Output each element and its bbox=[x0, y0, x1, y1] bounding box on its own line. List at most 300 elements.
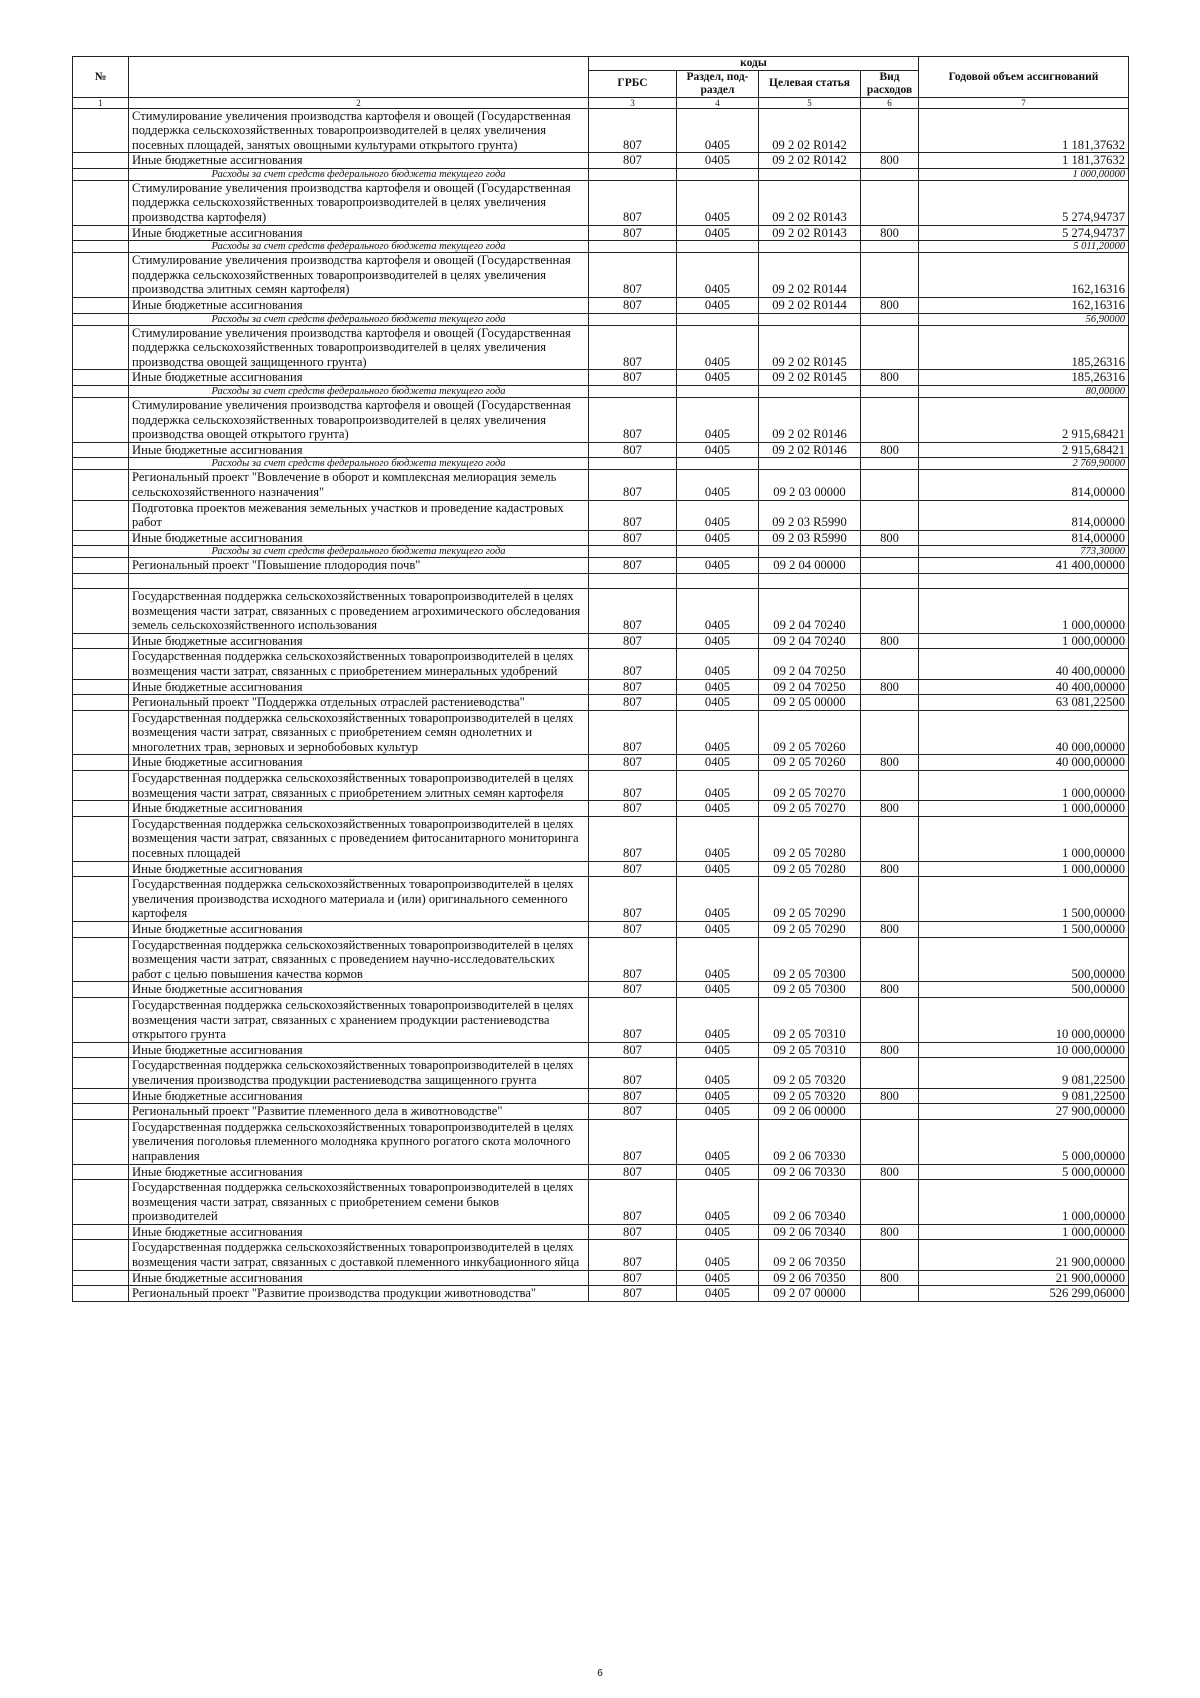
table-row bbox=[73, 801, 1129, 817]
table-row bbox=[73, 225, 1129, 241]
row-grbs-cell: 807 bbox=[589, 679, 677, 695]
table-row bbox=[73, 633, 1129, 649]
row-target-cell: 09 2 06 00000 bbox=[759, 1104, 861, 1120]
row-exp-type-cell: 800 bbox=[861, 225, 919, 241]
row-number-cell bbox=[73, 470, 129, 500]
budget-table bbox=[72, 56, 1129, 1302]
row-grbs-cell bbox=[589, 313, 677, 325]
row-grbs-cell: 807 bbox=[589, 1224, 677, 1240]
row-exp-type-cell bbox=[861, 180, 919, 225]
row-name-cell: Иные бюджетные ассигнования bbox=[129, 755, 589, 771]
table-row bbox=[73, 1164, 1129, 1180]
col-number: 5 bbox=[759, 97, 861, 108]
row-exp-type-cell: 800 bbox=[861, 442, 919, 458]
row-grbs-cell bbox=[589, 386, 677, 398]
row-grbs-cell: 807 bbox=[589, 253, 677, 298]
header-name bbox=[129, 57, 589, 98]
row-grbs-cell: 807 bbox=[589, 1270, 677, 1286]
row-name-cell: Расходы за счет средств федерального бюджета текущего года bbox=[129, 241, 589, 253]
row-section-cell: 0405 bbox=[677, 1164, 759, 1180]
row-amount-cell: 80,00000 bbox=[919, 386, 1129, 398]
row-number-cell bbox=[73, 1104, 129, 1120]
row-exp-type-cell: 800 bbox=[861, 530, 919, 546]
row-section-cell: 0405 bbox=[677, 1119, 759, 1164]
row-number-cell bbox=[73, 937, 129, 982]
row-number-cell bbox=[73, 755, 129, 771]
table-row bbox=[73, 922, 1129, 938]
row-section-cell: 0405 bbox=[677, 922, 759, 938]
row-section-cell: 0405 bbox=[677, 649, 759, 679]
row-section-cell bbox=[677, 546, 759, 558]
table-row bbox=[73, 442, 1129, 458]
row-section-cell: 0405 bbox=[677, 253, 759, 298]
table-row bbox=[73, 108, 1129, 153]
row-grbs-cell: 807 bbox=[589, 1042, 677, 1058]
row-grbs-cell: 807 bbox=[589, 180, 677, 225]
federal-share-row bbox=[73, 386, 1129, 398]
row-grbs-cell: 807 bbox=[589, 1088, 677, 1104]
row-amount-cell: 9 081,22500 bbox=[919, 1088, 1129, 1104]
row-amount-cell: 814,00000 bbox=[919, 530, 1129, 546]
row-grbs-cell: 807 bbox=[589, 982, 677, 998]
row-exp-type-cell: 800 bbox=[861, 1224, 919, 1240]
row-grbs-cell: 807 bbox=[589, 325, 677, 370]
row-number-cell bbox=[73, 573, 129, 588]
row-number-cell bbox=[73, 1286, 129, 1302]
federal-share-row bbox=[73, 546, 1129, 558]
row-exp-type-cell bbox=[861, 997, 919, 1042]
row-grbs-cell: 807 bbox=[589, 771, 677, 801]
row-amount-cell: 1 181,37632 bbox=[919, 108, 1129, 153]
row-target-cell: 09 2 04 70240 bbox=[759, 588, 861, 633]
row-amount-cell: 500,00000 bbox=[919, 937, 1129, 982]
header-section: Раздел, под-раздел bbox=[677, 70, 759, 97]
row-amount-cell: 9 081,22500 bbox=[919, 1058, 1129, 1088]
row-section-cell: 0405 bbox=[677, 1104, 759, 1120]
row-amount-cell: 814,00000 bbox=[919, 470, 1129, 500]
row-name-cell: Расходы за счет средств федерального бюджета текущего года bbox=[129, 313, 589, 325]
row-number-cell bbox=[73, 386, 129, 398]
row-number-cell bbox=[73, 633, 129, 649]
row-amount-cell: 526 299,06000 bbox=[919, 1286, 1129, 1302]
row-target-cell: 09 2 06 70340 bbox=[759, 1180, 861, 1225]
row-target-cell: 09 2 02 R0143 bbox=[759, 180, 861, 225]
row-section-cell: 0405 bbox=[677, 710, 759, 755]
row-target-cell: 09 2 05 70300 bbox=[759, 982, 861, 998]
row-section-cell: 0405 bbox=[677, 937, 759, 982]
federal-share-row bbox=[73, 168, 1129, 180]
row-name-cell: Государственная поддержка сельскохозяйственных товаропроизводителей в целях возмещения части затрат, связанных с приобретением семени быков производителей bbox=[129, 1180, 589, 1225]
col-number: 2 bbox=[129, 97, 589, 108]
row-grbs-cell: 807 bbox=[589, 558, 677, 574]
row-section-cell: 0405 bbox=[677, 1224, 759, 1240]
row-target-cell: 09 2 03 00000 bbox=[759, 470, 861, 500]
row-section-cell: 0405 bbox=[677, 530, 759, 546]
row-number-cell bbox=[73, 325, 129, 370]
row-amount-cell: 1 000,00000 bbox=[919, 168, 1129, 180]
row-section-cell bbox=[677, 573, 759, 588]
row-exp-type-cell: 800 bbox=[861, 1164, 919, 1180]
row-grbs-cell: 807 bbox=[589, 1286, 677, 1302]
row-target-cell: 09 2 06 70340 bbox=[759, 1224, 861, 1240]
row-target-cell: 09 2 05 70300 bbox=[759, 937, 861, 982]
row-exp-type-cell bbox=[861, 877, 919, 922]
row-grbs-cell bbox=[589, 573, 677, 588]
row-exp-type-cell bbox=[861, 325, 919, 370]
row-amount-cell: 1 000,00000 bbox=[919, 633, 1129, 649]
row-number-cell bbox=[73, 153, 129, 169]
row-amount-cell: 1 500,00000 bbox=[919, 922, 1129, 938]
row-name-cell: Иные бюджетные ассигнования bbox=[129, 370, 589, 386]
row-target-cell: 09 2 04 70240 bbox=[759, 633, 861, 649]
row-exp-type-cell bbox=[861, 937, 919, 982]
row-grbs-cell: 807 bbox=[589, 1058, 677, 1088]
row-exp-type-cell: 800 bbox=[861, 370, 919, 386]
row-amount-cell: 27 900,00000 bbox=[919, 1104, 1129, 1120]
row-exp-type-cell bbox=[861, 108, 919, 153]
row-amount-cell: 1 000,00000 bbox=[919, 771, 1129, 801]
page-number: 6 bbox=[597, 1668, 603, 1679]
row-target-cell bbox=[759, 546, 861, 558]
row-number-cell bbox=[73, 398, 129, 443]
row-section-cell: 0405 bbox=[677, 398, 759, 443]
row-target-cell: 09 2 06 70350 bbox=[759, 1240, 861, 1270]
row-exp-type-cell bbox=[861, 386, 919, 398]
row-target-cell bbox=[759, 573, 861, 588]
row-target-cell bbox=[759, 313, 861, 325]
row-amount-cell: 185,26316 bbox=[919, 370, 1129, 386]
table-row bbox=[73, 325, 1129, 370]
row-name-cell: Подготовка проектов межевания земельных участков и проведение кадастровых работ bbox=[129, 500, 589, 530]
row-number-cell bbox=[73, 710, 129, 755]
row-name-cell: Иные бюджетные ассигнования bbox=[129, 530, 589, 546]
row-name-cell: Иные бюджетные ассигнования bbox=[129, 633, 589, 649]
row-target-cell: 09 2 05 70270 bbox=[759, 771, 861, 801]
row-target-cell: 09 2 02 R0142 bbox=[759, 153, 861, 169]
row-target-cell bbox=[759, 168, 861, 180]
row-target-cell: 09 2 05 70320 bbox=[759, 1058, 861, 1088]
row-number-cell bbox=[73, 1058, 129, 1088]
row-target-cell: 09 2 03 R5990 bbox=[759, 500, 861, 530]
row-number-cell bbox=[73, 1042, 129, 1058]
row-amount-cell: 21 900,00000 bbox=[919, 1240, 1129, 1270]
row-section-cell: 0405 bbox=[677, 1180, 759, 1225]
row-name-cell: Региональный проект "Поддержка отдельных отраслей растениеводства" bbox=[129, 695, 589, 711]
row-grbs-cell bbox=[589, 241, 677, 253]
table-row bbox=[73, 1270, 1129, 1286]
col-number: 6 bbox=[861, 97, 919, 108]
row-number-cell bbox=[73, 997, 129, 1042]
row-section-cell bbox=[677, 386, 759, 398]
row-amount-cell: 5 000,00000 bbox=[919, 1164, 1129, 1180]
table-row bbox=[73, 710, 1129, 755]
row-amount-cell: 814,00000 bbox=[919, 500, 1129, 530]
row-exp-type-cell bbox=[861, 1119, 919, 1164]
row-number-cell bbox=[73, 649, 129, 679]
row-name-cell: Региональный проект "Вовлечение в оборот и комплексная мелиорация земель сельскохозяйственного назначения" bbox=[129, 470, 589, 500]
row-amount-cell: 40 400,00000 bbox=[919, 679, 1129, 695]
row-section-cell bbox=[677, 241, 759, 253]
row-name-cell: Иные бюджетные ассигнования bbox=[129, 861, 589, 877]
row-name-cell: Государственная поддержка сельскохозяйственных товаропроизводителей в целях возмещения части затрат, связанных с приобретением семян однолетних и многолетних трав, зерновых и зернобобовых культур bbox=[129, 710, 589, 755]
row-number-cell bbox=[73, 861, 129, 877]
col-number: 3 bbox=[589, 97, 677, 108]
row-name-cell: Расходы за счет средств федерального бюджета текущего года bbox=[129, 546, 589, 558]
table-row bbox=[73, 679, 1129, 695]
row-exp-type-cell bbox=[861, 588, 919, 633]
row-exp-type-cell bbox=[861, 695, 919, 711]
row-amount-cell: 1 000,00000 bbox=[919, 1224, 1129, 1240]
row-grbs-cell: 807 bbox=[589, 997, 677, 1042]
row-number-cell bbox=[73, 225, 129, 241]
row-name-cell: Иные бюджетные ассигнования bbox=[129, 442, 589, 458]
row-section-cell: 0405 bbox=[677, 225, 759, 241]
row-grbs-cell: 807 bbox=[589, 937, 677, 982]
federal-share-row bbox=[73, 241, 1129, 253]
row-number-cell bbox=[73, 530, 129, 546]
row-name-cell: Стимулирование увеличения производства картофеля и овощей (Государственная поддержка сельскохозяйственных товаропроизводителей в целях увеличения посевных площадей, занятых овощными культурами открытого грунта) bbox=[129, 108, 589, 153]
row-exp-type-cell: 800 bbox=[861, 1088, 919, 1104]
table-row bbox=[73, 253, 1129, 298]
row-exp-type-cell: 800 bbox=[861, 922, 919, 938]
row-grbs-cell: 807 bbox=[589, 442, 677, 458]
row-grbs-cell: 807 bbox=[589, 801, 677, 817]
table-row bbox=[73, 588, 1129, 633]
table-row bbox=[73, 816, 1129, 861]
row-exp-type-cell bbox=[861, 1104, 919, 1120]
row-number-cell bbox=[73, 253, 129, 298]
row-name-cell: Расходы за счет средств федерального бюджета текущего года bbox=[129, 386, 589, 398]
row-section-cell bbox=[677, 458, 759, 470]
row-amount-cell: 1 000,00000 bbox=[919, 861, 1129, 877]
row-exp-type-cell: 800 bbox=[861, 298, 919, 314]
table-row bbox=[73, 153, 1129, 169]
row-number-cell bbox=[73, 1088, 129, 1104]
table-row bbox=[73, 1119, 1129, 1164]
row-target-cell: 09 2 05 70290 bbox=[759, 922, 861, 938]
row-target-cell: 09 2 07 00000 bbox=[759, 1286, 861, 1302]
row-exp-type-cell: 800 bbox=[861, 755, 919, 771]
row-amount-cell: 40 400,00000 bbox=[919, 649, 1129, 679]
row-exp-type-cell bbox=[861, 710, 919, 755]
row-name-cell: Иные бюджетные ассигнования bbox=[129, 1224, 589, 1240]
row-grbs-cell: 807 bbox=[589, 1180, 677, 1225]
row-exp-type-cell bbox=[861, 253, 919, 298]
row-section-cell: 0405 bbox=[677, 370, 759, 386]
row-target-cell: 09 2 02 R0146 bbox=[759, 398, 861, 443]
row-section-cell: 0405 bbox=[677, 153, 759, 169]
row-amount-cell: 162,16316 bbox=[919, 298, 1129, 314]
row-section-cell: 0405 bbox=[677, 108, 759, 153]
row-name-cell: Государственная поддержка сельскохозяйственных товаропроизводителей в целях увеличения производства исходного материала и (или) оригинального семенного картофеля bbox=[129, 877, 589, 922]
row-name-cell: Стимулирование увеличения производства картофеля и овощей (Государственная поддержка сельскохозяйственных товаропроизводителей в целях увеличения производства овощей открытого грунта) bbox=[129, 398, 589, 443]
row-name-cell: Иные бюджетные ассигнования bbox=[129, 225, 589, 241]
row-section-cell: 0405 bbox=[677, 755, 759, 771]
budget-table-body bbox=[73, 108, 1129, 1301]
row-exp-type-cell bbox=[861, 649, 919, 679]
row-number-cell bbox=[73, 1119, 129, 1164]
row-section-cell: 0405 bbox=[677, 325, 759, 370]
row-amount-cell: 2 915,68421 bbox=[919, 398, 1129, 443]
row-grbs-cell: 807 bbox=[589, 633, 677, 649]
row-grbs-cell: 807 bbox=[589, 153, 677, 169]
row-target-cell bbox=[759, 458, 861, 470]
federal-share-row bbox=[73, 313, 1129, 325]
row-section-cell: 0405 bbox=[677, 801, 759, 817]
table-row bbox=[73, 937, 1129, 982]
col-number: 1 bbox=[73, 97, 129, 108]
row-number-cell bbox=[73, 816, 129, 861]
row-name-cell: Государственная поддержка сельскохозяйственных товаропроизводителей в целях увеличения производства продукции растениеводства защищенного грунта bbox=[129, 1058, 589, 1088]
table-row bbox=[73, 1180, 1129, 1225]
row-target-cell: 09 2 05 70270 bbox=[759, 801, 861, 817]
row-grbs-cell: 807 bbox=[589, 710, 677, 755]
row-target-cell: 09 2 05 00000 bbox=[759, 695, 861, 711]
spacer-row bbox=[73, 573, 1129, 588]
table-row bbox=[73, 558, 1129, 574]
table-row bbox=[73, 1224, 1129, 1240]
row-target-cell: 09 2 05 70260 bbox=[759, 710, 861, 755]
row-exp-type-cell: 800 bbox=[861, 153, 919, 169]
row-exp-type-cell bbox=[861, 816, 919, 861]
row-amount-cell: 63 081,22500 bbox=[919, 695, 1129, 711]
row-grbs-cell: 807 bbox=[589, 695, 677, 711]
row-section-cell: 0405 bbox=[677, 877, 759, 922]
row-section-cell: 0405 bbox=[677, 1240, 759, 1270]
row-grbs-cell: 807 bbox=[589, 1119, 677, 1164]
row-target-cell: 09 2 06 70350 bbox=[759, 1270, 861, 1286]
row-number-cell bbox=[73, 801, 129, 817]
row-number-cell bbox=[73, 588, 129, 633]
row-target-cell: 09 2 05 70310 bbox=[759, 997, 861, 1042]
row-target-cell: 09 2 06 70330 bbox=[759, 1119, 861, 1164]
row-target-cell: 09 2 05 70320 bbox=[759, 1088, 861, 1104]
header-annual: Годовой объем ассигнований bbox=[919, 57, 1129, 98]
row-amount-cell: 40 000,00000 bbox=[919, 755, 1129, 771]
row-target-cell bbox=[759, 241, 861, 253]
row-name-cell: Стимулирование увеличения производства картофеля и овощей (Государственная поддержка сельскохозяйственных товаропроизводителей в целях увеличения производства картофеля) bbox=[129, 180, 589, 225]
row-number-cell bbox=[73, 500, 129, 530]
row-number-cell bbox=[73, 546, 129, 558]
row-number-cell bbox=[73, 1224, 129, 1240]
row-target-cell: 09 2 05 70280 bbox=[759, 816, 861, 861]
row-section-cell: 0405 bbox=[677, 816, 759, 861]
row-grbs-cell: 807 bbox=[589, 816, 677, 861]
row-name-cell: Иные бюджетные ассигнования bbox=[129, 1088, 589, 1104]
row-amount-cell: 1 000,00000 bbox=[919, 1180, 1129, 1225]
row-exp-type-cell: 800 bbox=[861, 1270, 919, 1286]
row-grbs-cell: 807 bbox=[589, 370, 677, 386]
row-name-cell: Государственная поддержка сельскохозяйственных товаропроизводителей в целях возмещения части затрат, связанных с проведением агрохимического обследования земель сельскохозяйственного использования bbox=[129, 588, 589, 633]
row-section-cell: 0405 bbox=[677, 1058, 759, 1088]
row-grbs-cell: 807 bbox=[589, 922, 677, 938]
row-target-cell: 09 2 02 R0146 bbox=[759, 442, 861, 458]
row-amount-cell: 1 000,00000 bbox=[919, 816, 1129, 861]
row-exp-type-cell: 800 bbox=[861, 1042, 919, 1058]
row-section-cell: 0405 bbox=[677, 1088, 759, 1104]
row-name-cell: Иные бюджетные ассигнования bbox=[129, 982, 589, 998]
row-exp-type-cell bbox=[861, 398, 919, 443]
row-section-cell: 0405 bbox=[677, 695, 759, 711]
row-name-cell: Государственная поддержка сельскохозяйственных товаропроизводителей в целях возмещения части затрат, связанных с проведением научно-исследовательских работ с целью повышения качества кормов bbox=[129, 937, 589, 982]
row-number-cell bbox=[73, 922, 129, 938]
row-grbs-cell: 807 bbox=[589, 755, 677, 771]
row-section-cell bbox=[677, 168, 759, 180]
row-section-cell: 0405 bbox=[677, 633, 759, 649]
row-grbs-cell: 807 bbox=[589, 649, 677, 679]
row-name-cell: Иные бюджетные ассигнования bbox=[129, 1270, 589, 1286]
row-number-cell bbox=[73, 168, 129, 180]
row-name-cell: Расходы за счет средств федерального бюджета текущего года bbox=[129, 458, 589, 470]
table-row bbox=[73, 1058, 1129, 1088]
row-grbs-cell: 807 bbox=[589, 500, 677, 530]
row-name-cell: Иные бюджетные ассигнования bbox=[129, 298, 589, 314]
row-target-cell: 09 2 04 00000 bbox=[759, 558, 861, 574]
row-amount-cell: 1 000,00000 bbox=[919, 801, 1129, 817]
row-amount-cell: 2 769,90000 bbox=[919, 458, 1129, 470]
header-number: № bbox=[73, 57, 129, 98]
table-row bbox=[73, 398, 1129, 443]
table-row bbox=[73, 997, 1129, 1042]
row-exp-type-cell: 800 bbox=[861, 861, 919, 877]
row-number-cell bbox=[73, 558, 129, 574]
row-amount-cell bbox=[919, 573, 1129, 588]
row-target-cell: 09 2 06 70330 bbox=[759, 1164, 861, 1180]
row-exp-type-cell bbox=[861, 546, 919, 558]
row-target-cell: 09 2 05 70290 bbox=[759, 877, 861, 922]
row-number-cell bbox=[73, 458, 129, 470]
row-exp-type-cell bbox=[861, 313, 919, 325]
row-amount-cell: 2 915,68421 bbox=[919, 442, 1129, 458]
row-grbs-cell: 807 bbox=[589, 470, 677, 500]
row-number-cell bbox=[73, 1270, 129, 1286]
row-exp-type-cell: 800 bbox=[861, 679, 919, 695]
row-name-cell: Государственная поддержка сельскохозяйственных товаропроизводителей в целях увеличения поголовья племенного молодняка крупного рогатого скота молочного направления bbox=[129, 1119, 589, 1164]
row-exp-type-cell bbox=[861, 500, 919, 530]
row-amount-cell: 5 000,00000 bbox=[919, 1119, 1129, 1164]
row-name-cell: Государственная поддержка сельскохозяйственных товаропроизводителей в целях возмещения части затрат, связанных с хранением продукции растениеводства открытого грунта bbox=[129, 997, 589, 1042]
row-amount-cell: 21 900,00000 bbox=[919, 1270, 1129, 1286]
row-name-cell: Стимулирование увеличения производства картофеля и овощей (Государственная поддержка сельскохозяйственных товаропроизводителей в целях увеличения производства элитных семян картофеля) bbox=[129, 253, 589, 298]
row-section-cell: 0405 bbox=[677, 982, 759, 998]
row-number-cell bbox=[73, 241, 129, 253]
row-name-cell: Государственная поддержка сельскохозяйственных товаропроизводителей в целях возмещения части затрат, связанных с проведением фитосанитарного мониторинга посевных площадей bbox=[129, 816, 589, 861]
table-row bbox=[73, 861, 1129, 877]
row-exp-type-cell bbox=[861, 1058, 919, 1088]
table-row bbox=[73, 1042, 1129, 1058]
table-row bbox=[73, 755, 1129, 771]
table-row bbox=[73, 1104, 1129, 1120]
table-row bbox=[73, 470, 1129, 500]
table-row bbox=[73, 695, 1129, 711]
row-number-cell bbox=[73, 771, 129, 801]
row-target-cell: 09 2 05 70280 bbox=[759, 861, 861, 877]
row-number-cell bbox=[73, 370, 129, 386]
row-amount-cell: 773,30000 bbox=[919, 546, 1129, 558]
row-section-cell: 0405 bbox=[677, 298, 759, 314]
table-row bbox=[73, 771, 1129, 801]
row-grbs-cell: 807 bbox=[589, 588, 677, 633]
row-name-cell: Государственная поддержка сельскохозяйственных товаропроизводителей в целях возмещения части затрат, связанных с доставкой племенного инкубационного яйца bbox=[129, 1240, 589, 1270]
row-amount-cell: 5 011,20000 bbox=[919, 241, 1129, 253]
row-section-cell: 0405 bbox=[677, 1042, 759, 1058]
row-exp-type-cell bbox=[861, 1240, 919, 1270]
row-amount-cell: 10 000,00000 bbox=[919, 1042, 1129, 1058]
row-amount-cell: 185,26316 bbox=[919, 325, 1129, 370]
row-target-cell: 09 2 05 70310 bbox=[759, 1042, 861, 1058]
budget-table-sheet bbox=[72, 56, 1128, 1302]
row-amount-cell: 1 000,00000 bbox=[919, 588, 1129, 633]
